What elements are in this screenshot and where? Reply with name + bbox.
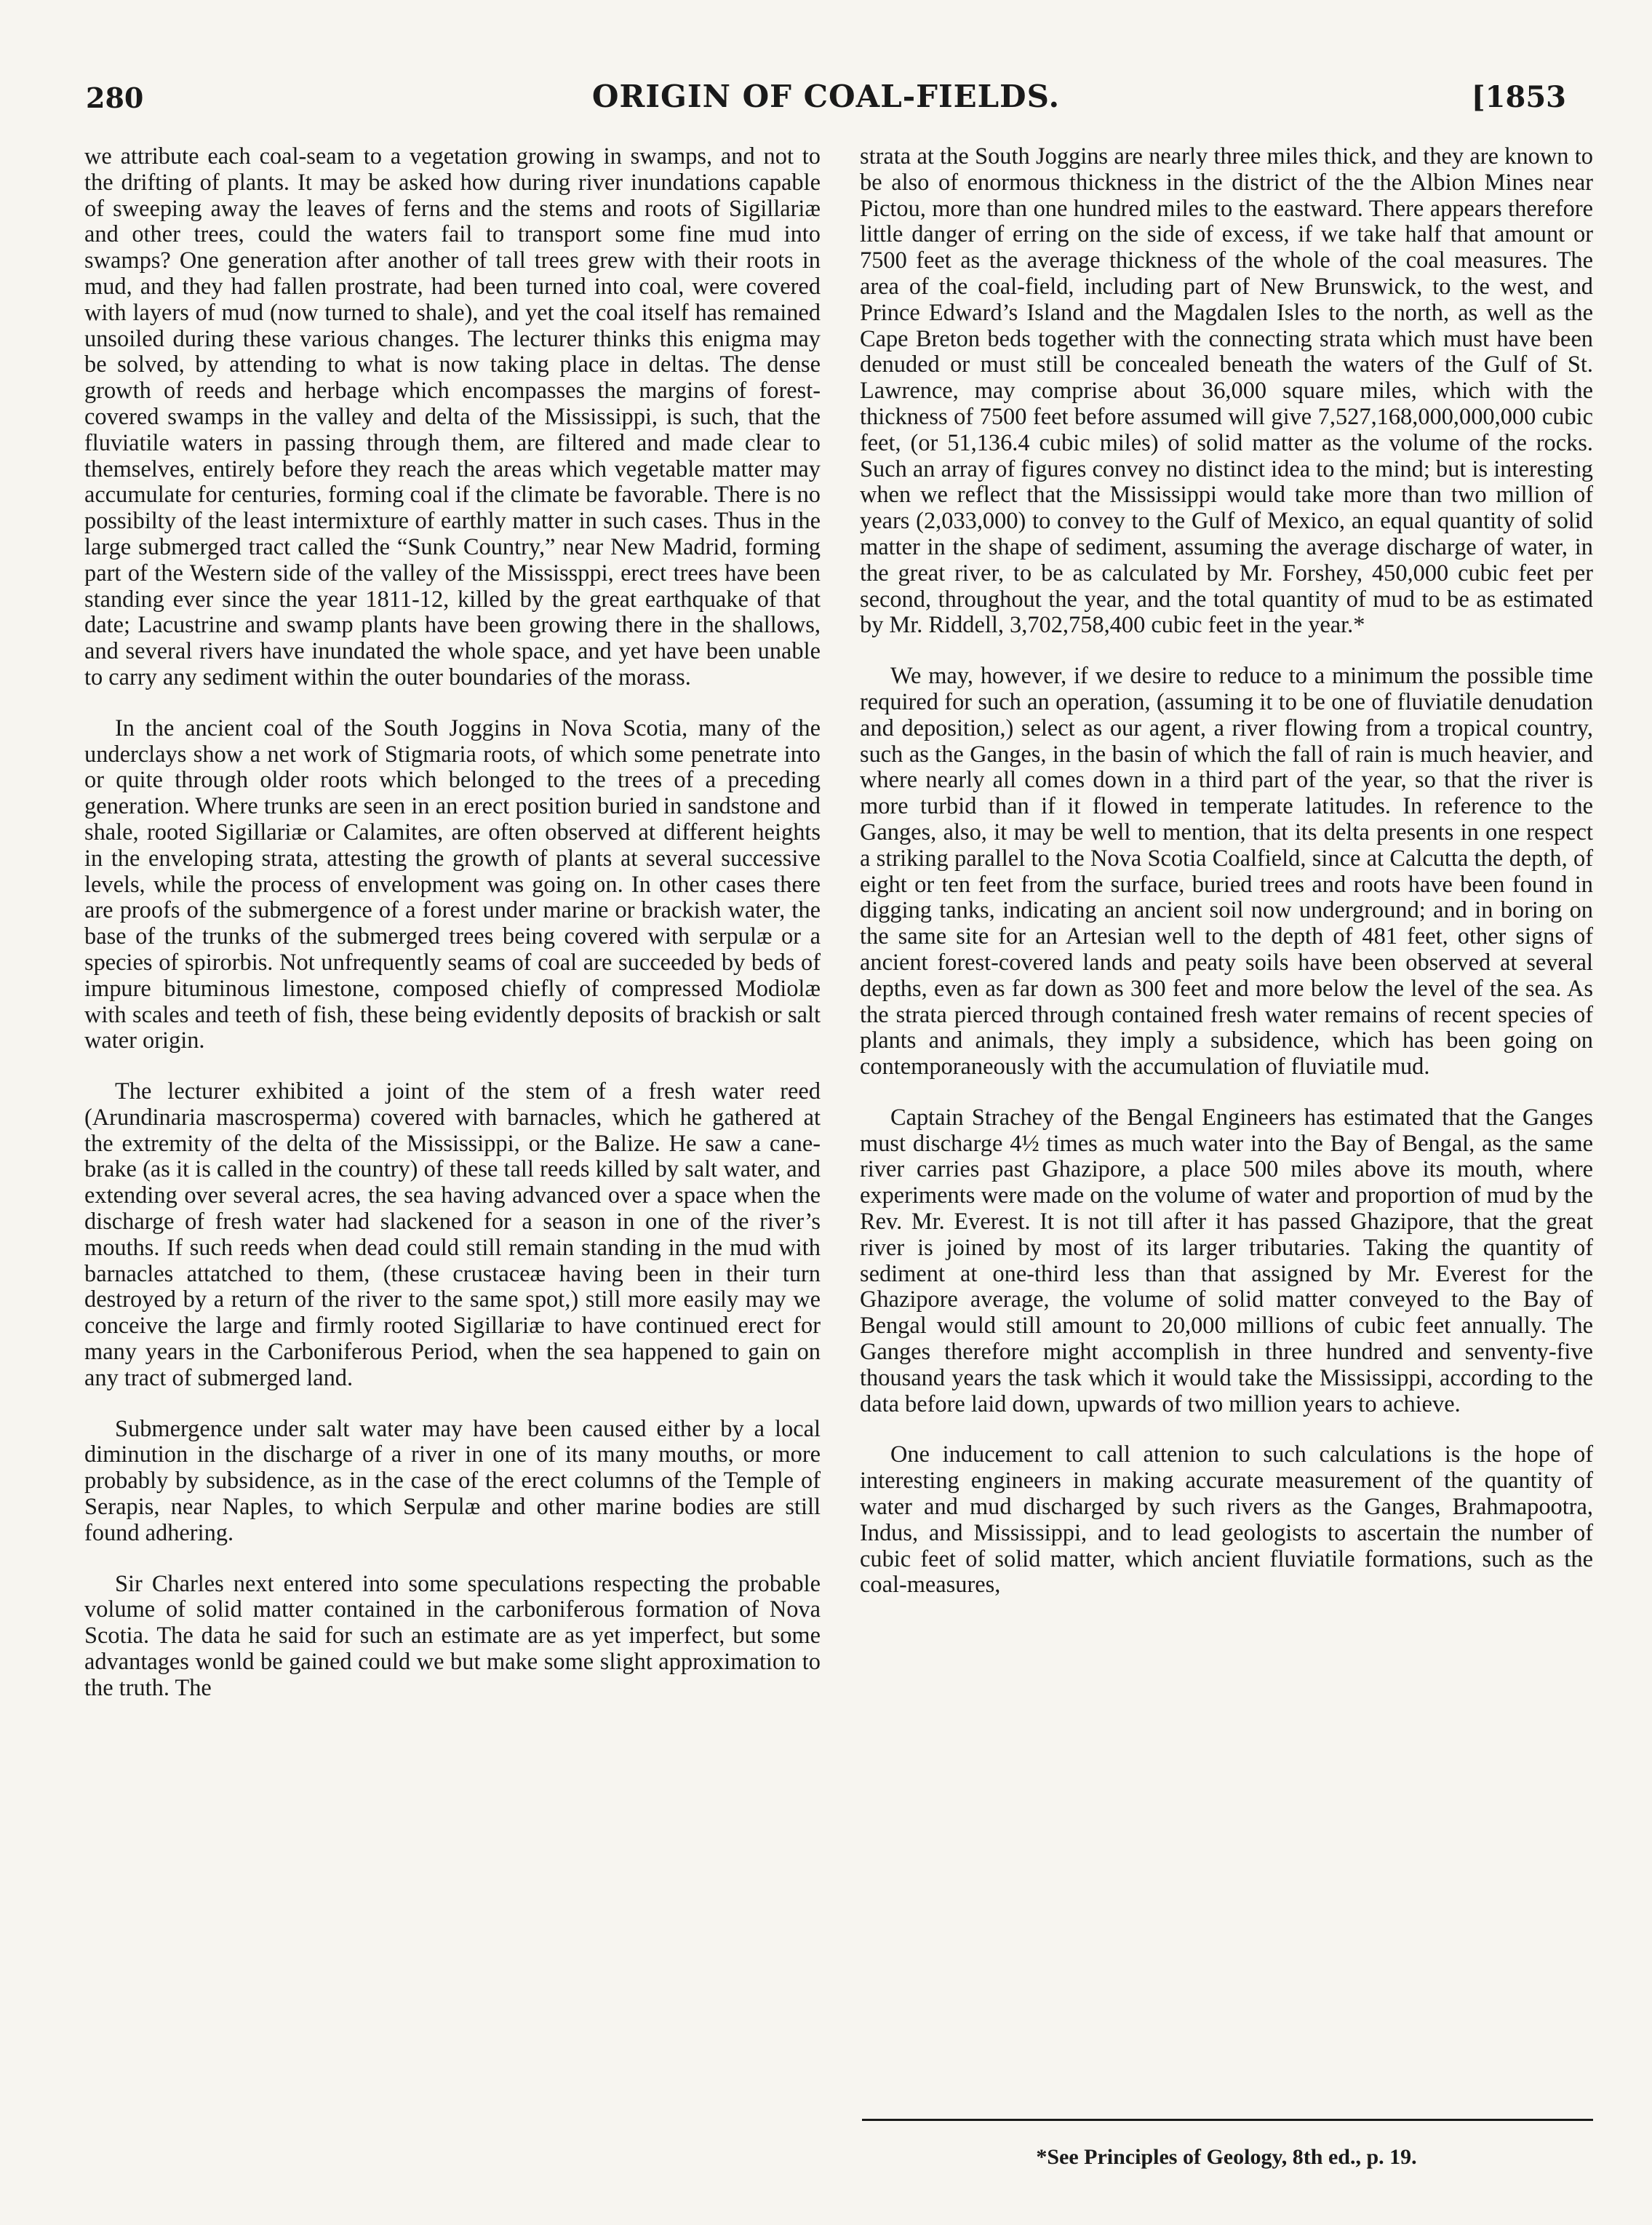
- paragraph: Captain Strachey of the Bengal Engineers has estimated that the Ganges must discharge 4½ times as much water into the Bay of Bengal, as the same river carries past Ghazipore, a place 500 miles above its mouth, where experiments were made on the volume of water and proportion of mud by the Rev. Mr. Everest. It is not till after it has passed Ghazipore, that the great river is joined by most of its larger tributaries. Taking the quantity of sediment at one-third less than that assigned by Mr. Everest for the Ghazipore average, the volume of solid matter conveyed to the Bay of Bengal would still amount to 20,000 millions of cubic feet annually. The Ganges therefore might accomplish in three hundred and senventy-five thousand years the task which it would take the Mississippi, according to the data before laid down, upwards of two million years to achieve.: [860, 1104, 1593, 1417]
- running-title: ORIGIN OF COAL-FIELDS.: [591, 79, 1061, 114]
- footnote: *See Principles of Geology, 8th ed., p. 19.: [1036, 2145, 1417, 2169]
- footnote-divider: [862, 2119, 1593, 2121]
- paragraph: In the ancient coal of the South Joggins in Nova Scotia, many of the underclays show a net work of Stigmaria roots, of which some penetrate into or quite through older roots which belonged to the trees of a preceding generation. Where trunks are seen in an erect position buried in sandstone and shale, rooted Sigillariæ or Calamites, are often observed at different heights in the enveloping strata, attesting the growth of plants at several successive levels, while the process of envelopment was going on. In other cases there are proofs of the submergence of a forest under marine or brackish water, the base of the trunks of the submerged trees being covered with serpulæ or a species of spirorbis. Not unfrequently seams of coal are succeeded by beds of impure bituminous limestone, composed chiefly of compressed Modiolæ with scales and teeth of fish, these being evidently deposits of brackish or salt water origin.: [84, 715, 821, 1054]
- paragraph: Submergence under salt water may have been caused either by a local diminution in the discharge of a river in one of its many mouths, or more probably by subsidence, as in the case of the erect columns of the Temple of Serapis, near Naples, to which Serpulæ and other marine bodies are still found adhering.: [84, 1415, 821, 1546]
- paragraph: One inducement to call attenion to such calculations is the hope of interesting engineers in making accurate measurement of the quantity of water and mud discharged by such rivers as the Ganges, Brahmapootra, Indus, and Mississippi, and to lead geologists to ascertain the number of cubic feet of solid matter, which ancient fluviatile formations, such as the coal-measures,: [860, 1441, 1593, 1599]
- paragraph: The lecturer exhibited a joint of the stem of a fresh water reed (Arundinaria mascrosperma) covered with barnacles, which he gathered at the extremity of the delta of the Mississippi, or the Balize. He saw a cane-brake (as it is called in the country) of these tall reeds killed by salt water, and extending over several acres, the sea having advanced over a space when the discharge of fresh water had slackened for a season in one of the river’s mouths. If such reeds when dead could still remain standing in the mud with barnacles attatched to them, (these crustaceæ having been in their turn destroyed by a return of the river to the same spot,) still more easily may we conceive the large and firmly rooted Sigillariæ to have continued erect for many years in the Carboniferous Period, when the sea happened to gain on any tract of submerged land.: [84, 1078, 821, 1391]
- paragraph: we attribute each coal-seam to a vegetation growing in swamps, and not to the drifting of plants. It may be asked how during river inundations capable of sweeping away the leaves of ferns and the stems and roots of Sigillariæ and other trees, could the waters fail to transport some fine mud into swamps? One generation after another of tall trees grew with their roots in mud, and they had fallen prostrate, had been turned into coal, were covered with layers of mud (now turned to shale), and yet the coal itself has remained unsoiled during these various changes. The lecturer thinks this enigma may be solved, by attending to what is now taking place in deltas. The dense growth of reeds and herbage which encompasses the margins of forest-covered swamps in the valley and delta of the Mississippi, is such, that the fluviatile waters in passing through them, are filtered and made clear to themselves, entirely before they reach the areas which vegetable matter may accumulate for centuries, forming coal if the climate be favorable. There is no possibilty of the least intermixture of earthly matter in such cases. Thus in the large submerged tract called the “Sunk Country,” near New Madrid, forming part of the Western side of the valley of the Mississppi, erect trees have been standing ever since the year 1811-12, killed by the great earthquake of that date; Lacustrine and swamp plants have been growing there in the shallows, and several rivers have inundated the whole space, and yet have been unable to carry any sediment within the outer boundaries of the morass.: [84, 143, 821, 690]
- year-marker: [1853: [1471, 80, 1566, 114]
- page-number: 280: [86, 81, 144, 114]
- paragraph: We may, however, if we desire to reduce to a minimum the possible time required for such an operation, (assuming it to be one of fluviatile denudation and deposition,) select as our agent, a river flowing from a tropical country, such as the Ganges, in the basin of which the fall of rain is much heavier, and where nearly all comes down in a third part of the year, so that the river is more turbid than if it flowed in temperate latitudes. In reference to the Ganges, also, it may be well to mention, that its delta presents in one respect a striking parallel to the Nova Scotia Coalfield, since at Calcutta the depth, of eight or ten feet from the surface, buried trees and roots have been found in digging tanks, indicating an ancient soil now underground; and in boring on the same site for an Artesian well to the depth of 481 feet, other signs of ancient forest-covered lands and peaty soils have been observed at several depths, even as far down as 300 feet and more below the level of the sea. As the strata pierced through contained fresh water remains of recent species of plants and animals, they imply a subsidence, which has been going on contemporaneously with the accumulation of fluviatile mud.: [860, 663, 1593, 1080]
- left-column: [84, 144, 821, 1727]
- paragraph: Sir Charles next entered into some speculations respecting the probable volume of solid matter contained in the carboniferous formation of Nova Scotia. The data he said for such an estimate are as yet imperfect, but some advantages wonld be gained could we but make some slight approximation to the truth. The: [84, 1570, 821, 1701]
- right-column: [860, 144, 1593, 1623]
- paragraph: strata at the South Joggins are nearly three miles thick, and they are known to be also of enormous thickness in the district of the the Albion Mines near Pictou, more than one hundred miles to the eastward. There appears therefore little danger of erring on the side of excess, if we take half that amount or 7500 feet as the average thickness of the whole of the coal measures. The area of the coal-field, including part of New Brunswick, to the west, and Prince Edward’s Island and the Magdalen Isles to the north, as well as the Cape Breton beds together with the connecting strata which must have been denuded or must still be concealed beneath the waters of the Gulf of St. Lawrence, may comprise about 36,000 square miles, which with the thickness of 7500 feet before assumed will give 7,527,168,000,000,000 cubic feet, (or 51,136.4 cubic miles) of solid matter as the volume of the rocks. Such an array of figures convey no distinct idea to the mind; but is interesting when we reflect that the Mississippi would take more than two million of years (2,033,000) to convey to the Gulf of Mexico, an equal quantity of solid matter in the shape of sediment, assuming the average discharge of water, in the great river, to be as calculated by Mr. Forshey, 450,000 cubic feet per second, throughout the year, and the total quantity of mud to be as estimated by Mr. Riddell, 3,702,758,400 cubic feet in the year.*: [860, 143, 1593, 639]
- page-header: [0, 0, 1652, 131]
